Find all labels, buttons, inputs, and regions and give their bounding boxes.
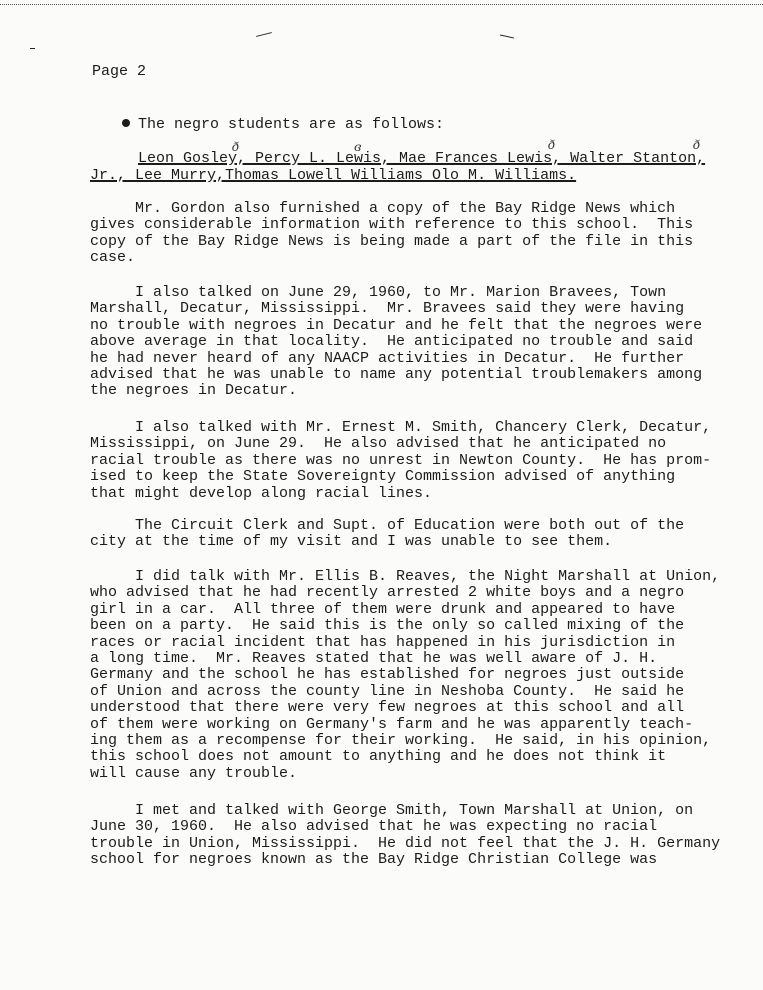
- text-line: gives considerable information with reference to this school. This: [90, 216, 694, 234]
- text-line: no trouble with negroes in Decatur and he felt that the negroes were: [90, 316, 703, 334]
- pen-mark: [30, 48, 35, 49]
- text-line: Germany and the school he has established for negroes just outside: [90, 666, 685, 684]
- text-line: Mr. Gordon also furnished a copy of the Bay Ridge News which: [90, 200, 676, 217]
- bullet-mark: [122, 119, 130, 127]
- text-line: he had never heard of any NAACP activities in Decatur. He further: [90, 349, 685, 367]
- pen-mark: [500, 35, 514, 39]
- student-names-line-1: Leon Gosley, Percy L. Lewis, Mae Frances Lewis, Walter Stanton,: [138, 150, 706, 167]
- text-line: ing them as a recompense for their working. He said, in his opinion,: [90, 732, 712, 750]
- text-line: June 30, 1960. He also advised that he was expecting no racial: [90, 818, 658, 836]
- top-border-rule: [0, 4, 763, 5]
- paragraph-reaves: [90, 569, 730, 782]
- text-line: been on a party. He said this is the only so called mixing of the: [90, 617, 685, 635]
- student-list-intro: [122, 115, 444, 135]
- text-line: above average in that locality. He anticipated no trouble and said: [90, 333, 694, 351]
- text-line: Marshall, Decatur, Mississippi. Mr. Bravees said they were having: [90, 300, 685, 318]
- text-line: the negroes in Decatur.: [90, 382, 298, 400]
- paragraph-george-smith: [90, 803, 730, 869]
- paragraph-bay-ridge-news: [90, 201, 730, 267]
- text-line: that might develop along racial lines.: [90, 484, 433, 502]
- text-line: who advised that he had recently arrested 2 white boys and a negro: [90, 584, 685, 602]
- text-line: city at the time of my visit and I was unable to see them.: [90, 533, 613, 551]
- paragraph-circuit-clerk: [90, 518, 730, 551]
- student-names-line-2: Jr., Lee Murry,Thomas Lowell Williams Olo M. Williams.: [90, 167, 577, 184]
- text-line: girl in a car. All three of them were drunk and appeared to have: [90, 600, 676, 618]
- text-line: The Circuit Clerk and Supt. of Education were both out of the: [90, 517, 685, 534]
- text-line: a long time. Mr. Reaves stated that he was well aware of J. H.: [90, 650, 658, 668]
- handwritten-initial: ð: [232, 140, 240, 154]
- text-line: case.: [90, 249, 136, 267]
- text-line: will cause any trouble.: [90, 764, 298, 782]
- page-number: Page 2: [92, 63, 147, 80]
- text-line: I also talked with Mr. Ernest M. Smith, Chancery Clerk, Decatur,: [90, 419, 712, 436]
- paragraph-bravees: [90, 285, 730, 400]
- text-line: races or racial incident that has happened in his jurisdiction in: [90, 633, 676, 651]
- text-line: of them were working on Germany's farm and he was apparently teach-: [90, 715, 694, 733]
- handwritten-initial: ð: [548, 138, 556, 152]
- text-line: this school does not amount to anything and he does not think it: [90, 748, 667, 766]
- text-line: trouble in Union, Mississippi. He did not feel that the J. H. Germany: [90, 834, 721, 852]
- text-line: advised that he was unable to name any potential troublemakers among: [90, 366, 703, 384]
- text-line: of Union and across the county line in Neshoba County. He said he: [90, 682, 685, 700]
- text-line: copy of the Bay Ridge News is being made a part of the file in this: [90, 232, 694, 250]
- paragraph-ernest-smith: [90, 420, 730, 502]
- intro-text: The negro students are as follows:: [138, 116, 445, 133]
- text-line: school for negroes known as the Bay Ridge Christian College was: [90, 851, 658, 869]
- text-line: ised to keep the State Sovereignty Commission advised of anything: [90, 468, 676, 486]
- text-line: I did talk with Mr. Ellis B. Reaves, the Night Marshall at Union,: [90, 568, 721, 585]
- student-names: [90, 150, 730, 184]
- text-line: I also talked on June 29, 1960, to Mr. Marion Bravees, Town: [90, 284, 667, 301]
- text-line: understood that there were very few negroes at this school and all: [90, 699, 685, 717]
- handwritten-initial: ð: [693, 138, 701, 152]
- pen-mark: [256, 32, 272, 37]
- text-line: racial trouble as there was no unrest in Newton County. He has prom-: [90, 451, 712, 469]
- text-line: I met and talked with George Smith, Town Marshall at Union, on: [90, 802, 694, 819]
- text-line: Mississippi, on June 29. He also advised that he anticipated no: [90, 435, 667, 453]
- handwritten-initial: ɞ: [354, 140, 362, 154]
